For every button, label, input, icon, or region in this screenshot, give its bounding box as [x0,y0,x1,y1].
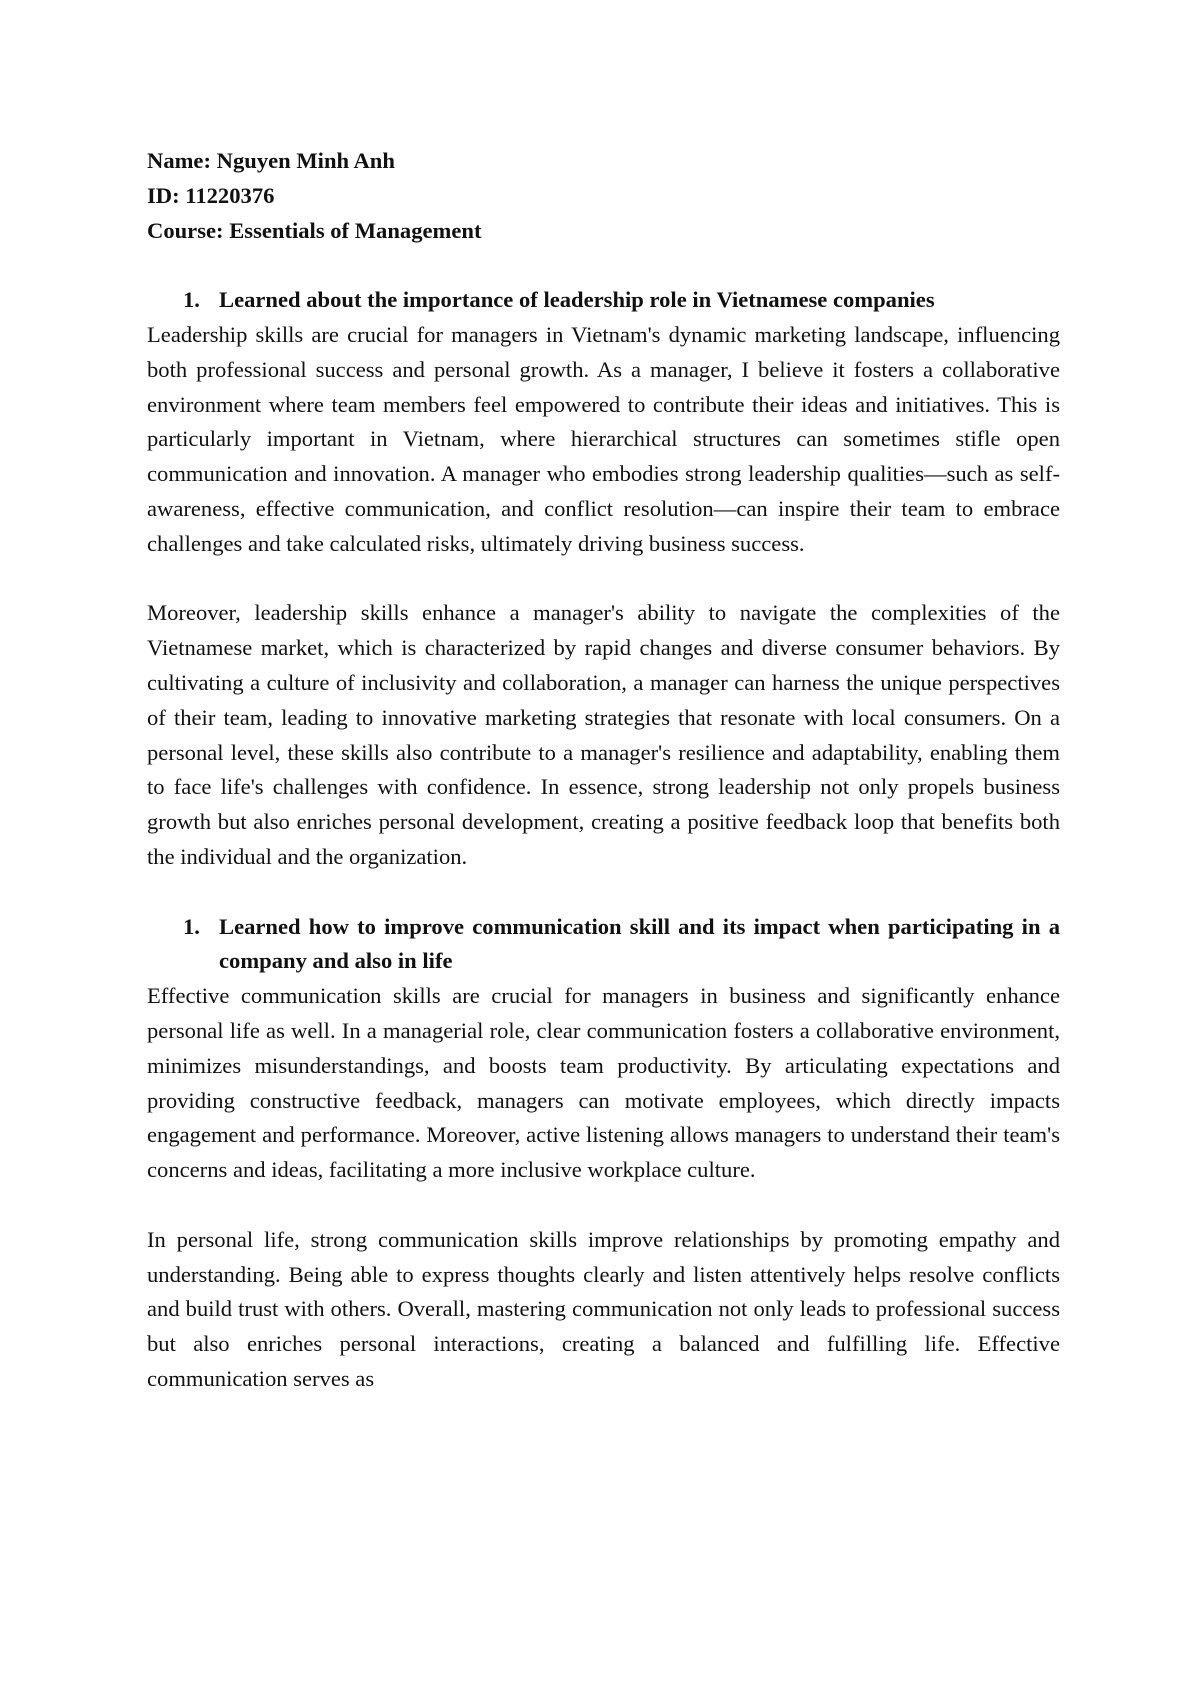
paragraph: In personal life, strong communication skills improve relationships by promoting empathy and understanding. Being able to express thoughts clearly and listen attentively helps resolve conflicts and build trust with others. Overall, mastering communication not only leads to professional success but also enriches personal interactions, creating a balanced and fulfilling life. Effective communication serves as [147,1226,1060,1391]
paragraph: Leadership skills are crucial for managers in Vietnam's dynamic marketing landscape, influencing both professional success and personal growth. As a manager, I believe it fosters a collaborative environment where team members feel empowered to contribute their ideas and initiatives. This is particularly important in Vietnam, where hierarchical structures can sometimes stifle open communication and innovation. A manager who embodies strong leadership qualities—such as self-awareness, effective communication, and conflict resolution—can inspire their team to embrace challenges and take calculated risks, ultimately driving business success. [147,321,1060,556]
section-heading [147,910,1060,980]
section-heading [147,283,1060,318]
student-id: ID: 11220376 [147,182,275,208]
paragraph: Moreover, leadership skills enhance a manager's ability to navigate the complexities of the Vietnamese market, which is characterized by rapid changes and diverse consumer behaviors. By cultivating a culture of inclusivity and collaboration, a manager can harness the unique perspectives of their team, leading to innovative marketing strategies that resonate with local consumers. On a personal level, these skills also contribute to a manager's resilience and adaptability, enabling them to face life's challenges with confidence. In essence, strong leadership not only propels business growth but also enriches personal development, creating a positive feedback loop that benefits both the individual and the organization. [147,600,1060,869]
student-info [147,144,1060,248]
section-communication [147,910,1060,1397]
section-number: 1. [183,287,200,313]
student-name: Name: Nguyen Minh Anh [147,148,395,173]
section-number: 1. [183,913,200,939]
section-leadership [147,283,1060,875]
paragraph: Effective communication skills are crucial for managers in business and significantly enhance personal life as well. In a managerial role, clear communication fosters a collaborative environment, minimizes misunderstandings, and boosts team productivity. By articulating expectations and providing constructive feedback, managers can motivate employees, which directly impacts engagement and performance. Moreover, active listening allows managers to understand their team's concerns and ideas, facilitating a more inclusive workplace culture. [147,983,1060,1183]
section-heading-text: Learned how to improve communication skill and its impact when participating in a company and also in life [219,913,1060,974]
course-name: Course: Essentials of Management [147,217,482,243]
section-heading-text: Learned about the importance of leadership role in Vietnamese companies [219,287,935,313]
